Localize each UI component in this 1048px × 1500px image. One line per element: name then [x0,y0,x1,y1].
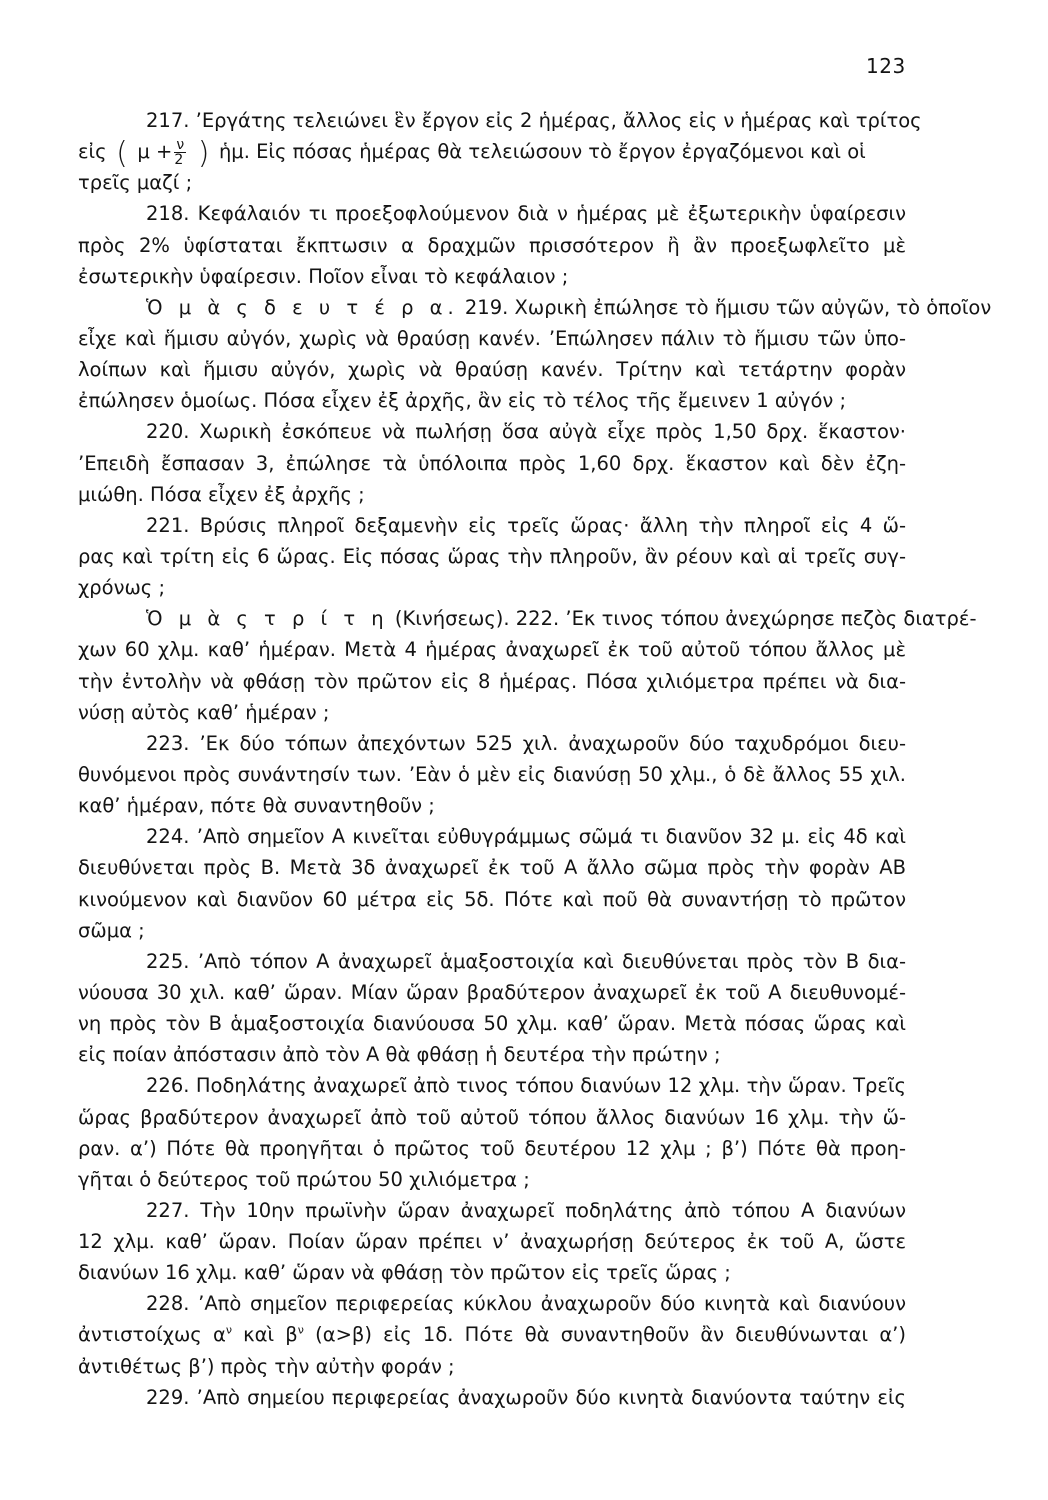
line-text: ραν. α’) Πότε θὰ προηγῆται ὁ πρῶτος τοῦ δευτέρου 12 χλμ ; β’) Πότε θὰ προη- [78,1136,906,1160]
text-line [78,198,906,229]
line-text: μιώθη. Πόσα εἶχεν ἐξ ἀρχῆς ; [78,482,365,506]
superscript: ν [297,1323,304,1337]
fraction-denominator: 2 [174,152,184,169]
text-line [78,510,906,541]
text-line [78,416,906,447]
text-line [78,385,906,416]
paren-open: ( [106,136,138,172]
line-text: 228. ’Απὸ σημεῖον περιφερείας κύκλου ἀναχωροῦν δύο κινητὰ καὶ διανύουν [146,1292,906,1316]
text-line [78,105,922,136]
line-text: 226. Ποδηλάτης ἀναχωρεῖ ἀπὸ τινος τόπου διανύων 12 χλμ. τὴν ὥραν. Τρεῖς [146,1074,906,1098]
line-text: 223. ’Εκ δύο τόπων ἀπεχόντων 525 χιλ. ἀναχωροῦν δύο ταχυδρόμοι διευ- [146,731,906,755]
text-line [78,946,906,977]
text-line [78,821,906,852]
text-line [78,448,906,479]
line-text: εἰς ποίαν ἀπόστασιν ἀπὸ τὸν Α θὰ φθάσῃ ἡ δευτέρα τὴν πρώτην ; [78,1043,721,1067]
text-line [78,1070,906,1101]
section-heading: Ὁ μ ὰ ς δ ε υ τ έ ρ α. [146,295,459,319]
text-line [78,1319,906,1350]
line-text: καὶ β [231,1323,298,1347]
line-text: νύσῃ αὐτὸς καθ’ ἡμέραν ; [78,700,330,724]
line-text: διευθύνεται πρὸς Β. Μετὰ 3δ ἀναχωρεῖ ἐκ τοῦ Α ἄλλο σῶμα πρὸς τὴν φορὰν ΑΒ [78,856,906,880]
line-text: θυνόμενοι πρὸς συνάντησίν των. ’Εὰν ὁ μὲν εἰς διανύσῃ 50 χλμ., ὁ δὲ ἄλλος 55 χιλ. [78,762,906,786]
line-text: διανύων 16 χλμ. καθ’ ὥραν νὰ φθάσῃ τὸν πρῶτον εἰς τρεῖς ὥρας ; [78,1261,731,1285]
line-text: πρὸς 2% ὑφίσταται ἔκπτωσιν α δραχμῶν πρισσότερον ἢ ἂν προεξωφλεῖτο μὲ [78,233,906,257]
line-text: ἐσωτερικὴν ὑφαίρεσιν. Ποῖον εἶναι τὸ κεφάλαιον ; [78,264,569,288]
fraction-numerator: ν [176,137,185,154]
text-line [78,1288,906,1319]
line-text: 221. Βρύσις πληροῖ δεξαμενὴν εἰς τρεῖς ὥρας· ἄλλη τὴν πληροῖ εἰς 4 ὥ- [146,513,906,537]
line-text: (α>β) εἰς 1δ. Πότε θὰ συναντηθοῦν ἂν διευθύνωνται α’) [303,1323,906,1347]
text-line [78,1351,906,1382]
line-text: 224. ’Απὸ σημεῖον Α κινεῖται εὐθυγράμμως σῶμά τι διανῦον 32 μ. εἰς 4δ καὶ [146,825,906,849]
text-line [78,1257,906,1288]
text-line [78,1102,906,1133]
line-text: γῆται ὁ δεύτερος τοῦ πρώτου 50 χιλιόμετρα ; [78,1167,530,1191]
line-text: ’Επειδὴ ἔσπασαν 3, ἐπώλησε τὰ ὑπόλοιπα πρὸς 1,60 δρχ. ἕκαστον καὶ δὲν ἐζη- [78,451,906,475]
text-line [78,1382,906,1413]
text-line [78,136,906,172]
text-line [78,852,906,883]
text-line [78,977,906,1008]
line-text: 220. Χωρικὴ ἐσκόπευε νὰ πωλήσῃ ὅσα αὐγὰ εἶχε πρὸς 1,50 δρχ. ἕκαστον· [146,420,906,444]
line-text: κινούμενον καὶ διανῦον 60 μέτρα εἰς 5δ. Πότε καὶ ποῦ θὰ συναντήσῃ τὸ πρῶτον [78,887,906,911]
line-text: ὥρας βραδύτερον ἀναχωρεῖ ἀπὸ τοῦ αὐτοῦ τόπου ἄλλος διανύων 16 χλμ. τὴν ὥ- [78,1105,906,1129]
line-text: 227. Τὴν 10ην πρωϊνὴν ὥραν ἀναχωρεῖ ποδηλάτης ἀπὸ τόπου Α διανύων [146,1198,906,1222]
line-text: καθ’ ἡμέραν, πότε θὰ συναντηθοῦν ; [78,794,435,818]
line-text: τὴν ἐντολὴν νὰ φθάσῃ τὸν πρῶτον εἰς 8 ἡμέρας. Πόσα χιλιόμετρα πρέπει νὰ δια- [78,669,906,693]
text-line [78,1133,906,1164]
text-line [78,1226,906,1257]
line-text: 225. ’Απὸ τόπον Α ἀναχωρεῖ ἁμαξοστοιχία καὶ διευθύνεται πρὸς τὸν Β δια- [146,949,906,973]
text-line [78,479,906,510]
problem-text [78,105,992,1413]
line-text: ἡμ. Εἰς πόσας ἡμέρας θὰ τελειώσουν τὸ ἔργον ἐργαζόμενοι καὶ οἱ [218,140,866,164]
text-line [78,728,906,759]
line-text: 217. ’Εργάτης τελειώνει ἓν ἔργον εἰς 2 ἡμέρας, ἄλλος εἰς ν ἡμέρας καὶ τρίτος [146,109,922,132]
text-line [78,603,977,634]
text-line [78,323,906,354]
line-text: νύουσα 30 χιλ. καθ’ ὥραν. Μίαν ὥραν βραδύτερον ἀναχωρεῖ ἐκ τοῦ Α διευθυνομέ- [78,980,906,1004]
text-line [78,354,906,385]
text-line [78,915,906,946]
line-text: 219. Χωρικὴ ἐπώλησε τὸ ἥμισυ τῶν αὐγῶν, τὸ ὁποῖον [458,295,992,319]
text-line [78,541,906,572]
line-text: χρόνως ; [78,576,166,600]
paren-close: ) [188,136,219,172]
text-line [78,634,906,665]
line-text: 218. Κεφάλαιόν τι προεξοφλούμενον διὰ ν ἡμέρας μὲ ἐξωτερικὴν ὑφαίρεσιν [146,202,906,226]
text-line [78,790,906,821]
line-text: εἶχε καὶ ἥμισυ αὐγόν, χωρὶς νὰ θραύσῃ κανέν. ’Επώλησεν πάλιν τὸ ἥμισυ τῶν ὑπο- [78,326,906,350]
line-text: 229. ’Απὸ σημείου περιφερείας ἀναχωροῦν δύο κινητὰ διανύοντα ταύτην εἰς [146,1385,906,1409]
text-line [78,1164,906,1195]
line-text: σῶμα ; [78,918,145,942]
line-text: χων 60 χλμ. καθ’ ἡμέραν. Μετὰ 4 ἡμέρας ἀναχωρεῖ ἐκ τοῦ αὐτοῦ τόπου ἄλλος μὲ [78,638,906,662]
line-text: τρεῖς μαζί ; [78,171,193,195]
line-text: 12 χλμ. καθ’ ὥραν. Ποίαν ὥραν πρέπει ν’ ἀναχωρήσῃ δεύτερος ἐκ τοῦ Α, ὥστε [78,1230,906,1254]
line-text: νη πρὸς τὸν Β ἁμαξοστοιχία διανύουσα 50 χλμ. καθ’ ὥραν. Μετὰ πόσας ὥρας καὶ [78,1012,906,1036]
math-expr: μ + [137,140,173,164]
text-line [78,666,906,697]
page-number: 123 [866,54,906,78]
text-line [78,1195,906,1226]
text-line [78,292,992,323]
line-text: (Κινήσεως). 222. ’Εκ τινος τόπου ἀνεχώρησε πεζὸς διατρέ- [388,607,977,631]
text-line [78,1008,906,1039]
line-text: ἀντιθέτως β’) πρὸς τὴν αὐτὴν φοράν ; [78,1354,455,1378]
text-line [78,884,906,915]
section-heading: Ὁ μ ὰ ς τ ρ ί τ η [146,607,389,631]
line-text: εἰς [78,140,107,164]
text-line [78,261,906,292]
line-text: ἀντιστοίχως α [78,1323,226,1347]
line-text: ρας καὶ τρίτη εἰς 6 ὥρας. Εἰς πόσας ὥρας τὴν πληροῦν, ἂν ρέουν καὶ αἱ τρεῖς συγ- [78,544,906,568]
text-line [78,1039,906,1070]
text-line [78,697,906,728]
text-line [78,167,906,198]
text-line [78,759,906,790]
line-text: λοίπων καὶ ἥμισυ αὐγόν, χωρὶς νὰ θραύσῃ κανέν. Τρίτην καὶ τετάρτην φορὰν [78,358,906,382]
text-line [78,230,906,261]
superscript: ν [225,1323,232,1337]
text-line [78,572,906,603]
line-text: ἐπώλησεν ὁμοίως. Πόσα εἶχεν ἐξ ἀρχῆς, ἂν εἰς τὸ τέλος τῆς ἔμεινεν 1 αὐγόν ; [78,389,847,413]
fraction [174,138,186,167]
